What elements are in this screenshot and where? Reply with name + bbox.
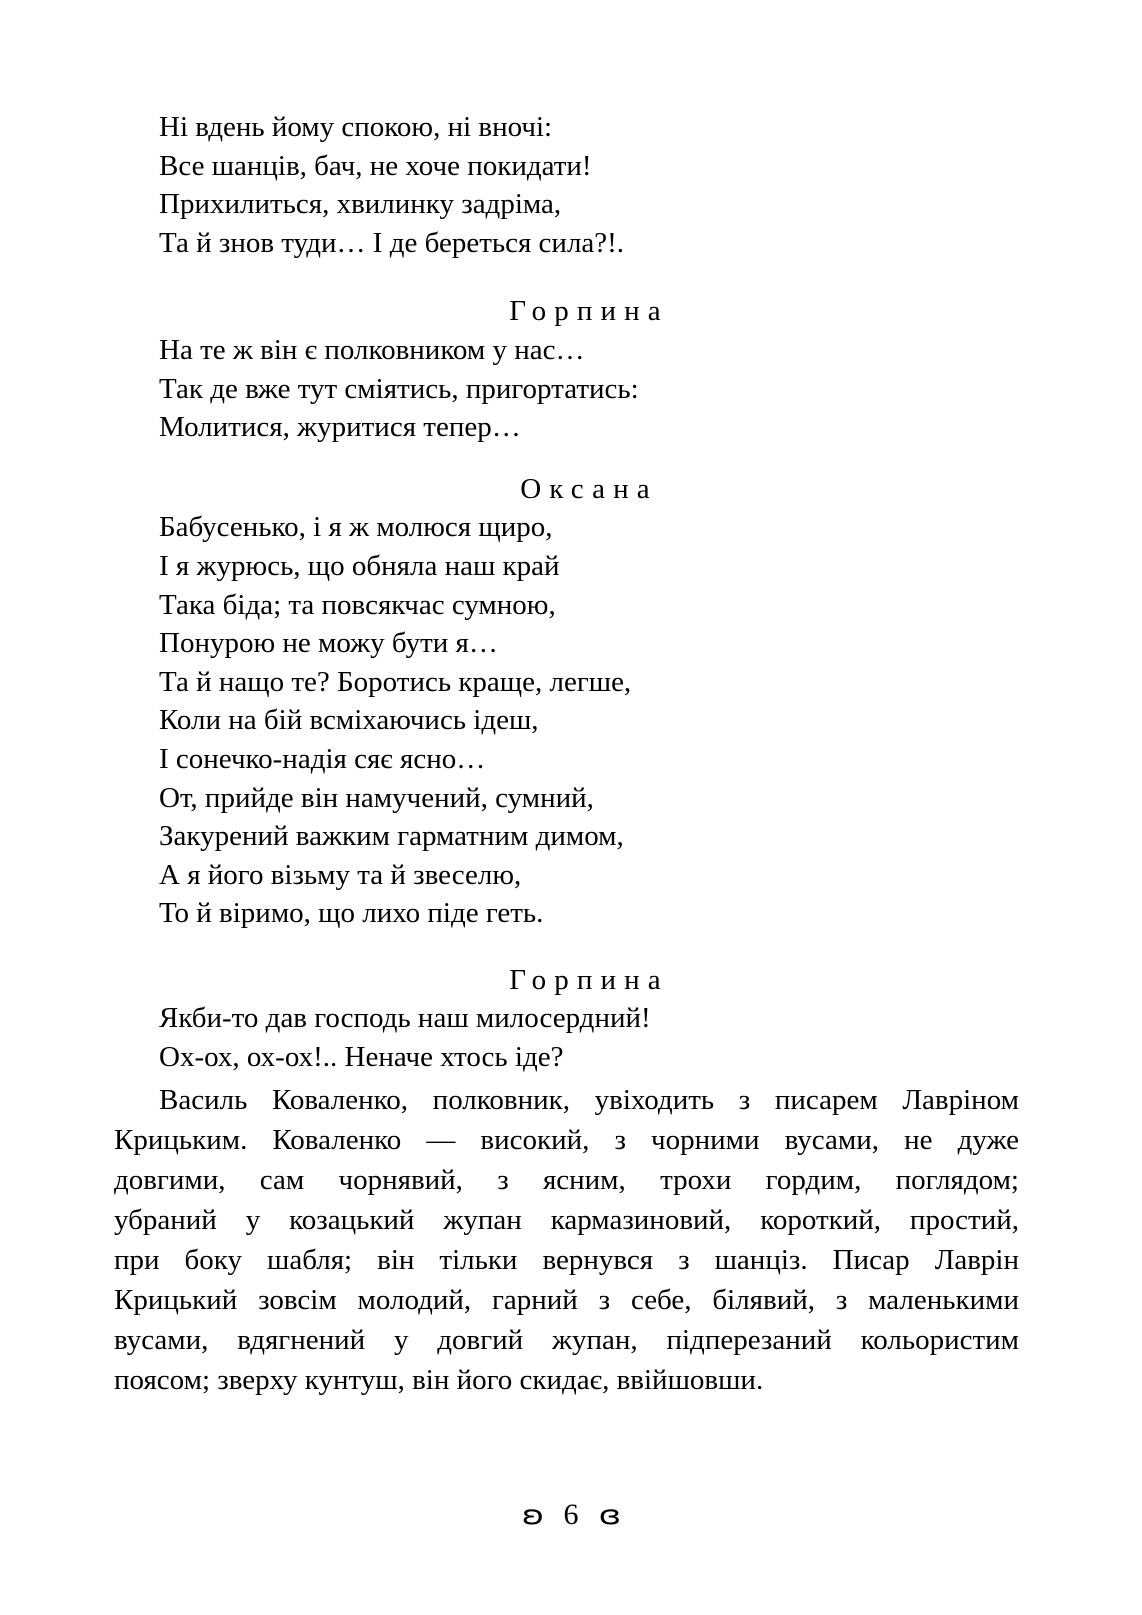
stage-direction-line: вусами, вдягнений у довгий жупан, підперезаний кольористим bbox=[114, 1323, 1019, 1356]
text-block bbox=[114, 108, 1019, 1400]
verse-line: Ох-ох, ох-ох!.. Неначе хтось іде? bbox=[159, 1041, 564, 1074]
verse-block bbox=[114, 108, 1019, 262]
verse-block bbox=[114, 999, 1019, 1076]
speaker-name: Горпина bbox=[509, 295, 669, 328]
verse-line: Все шанців, бач, не хоче покидати! bbox=[159, 149, 592, 182]
stage-direction-line: Василь Коваленко, полковник, увіходить з писарем Лавріном bbox=[159, 1083, 1019, 1116]
stage-direction-line: убраний у козацький жупан кармазиновий, короткий, простий, bbox=[114, 1203, 1019, 1236]
fleuron-right-icon: ɞ bbox=[598, 1500, 621, 1531]
stage-direction-line: довгими, сам чорнявий, з ясним, трохи гордим, поглядом; bbox=[114, 1163, 1019, 1196]
stage-direction-line: Крицьким. Коваленко — високий, з чорними вусами, не дуже bbox=[114, 1123, 1019, 1156]
verse-line: Ні вдень йому спокою, ні вночі: bbox=[159, 111, 553, 143]
verse-line: Коли на бій всміхаючись ідеш, bbox=[159, 704, 539, 737]
speaker-name: Горпина bbox=[509, 963, 669, 996]
verse-line: Та й нащо те? Боротись краще, легше, bbox=[159, 665, 632, 698]
verse-line: Понурою не можу бути я… bbox=[159, 627, 498, 660]
verse-line: Закурений важким гарматним димом, bbox=[159, 820, 624, 853]
fleuron-left-icon: ʚ bbox=[521, 1500, 544, 1531]
verse-block bbox=[114, 331, 1019, 447]
verse-line: Та й знов туди… І де береться сила?!. bbox=[159, 226, 625, 259]
verse-block bbox=[114, 508, 1019, 933]
verse-line: Така біда; та повсякчас сумною, bbox=[159, 588, 556, 621]
stage-direction-line: Крицький зовсім молодий, гарний з себе, білявий, з маленькими bbox=[114, 1283, 1019, 1316]
page-number: 6 bbox=[563, 1498, 579, 1531]
stage-direction-line: при боку шабля; він тільки вернувся з шанціз. Писар Лаврін bbox=[114, 1243, 1019, 1276]
verse-line: Бабусенько, і я ж молюся щиро, bbox=[159, 511, 553, 544]
verse-line: Молитися, журитися тепер… bbox=[159, 411, 521, 444]
stage-direction bbox=[114, 1080, 1019, 1400]
verse-line: От, прийде він намучений, сумний, bbox=[159, 781, 594, 814]
verse-line: Прихилиться, хвилинку задріма, bbox=[159, 188, 562, 221]
verse-line: А я його візьму та й звеселю, bbox=[159, 858, 522, 891]
verse-line: То й віримо, що лихо піде геть. bbox=[159, 897, 544, 930]
verse-line: Якби-то дав господь наш милосердний! bbox=[159, 1002, 651, 1035]
speaker-name: Оксана bbox=[520, 472, 658, 505]
verse-line: І сонечко-надія сяє ясно… bbox=[159, 742, 486, 775]
stage-direction-line: поясом; зверху кунтуш, він його скидає, ввійшовши. bbox=[114, 1363, 764, 1396]
page-footer bbox=[0, 1498, 1142, 1533]
verse-line: І я журюсь, що обняла наш край bbox=[159, 549, 560, 582]
verse-line: Так де вже тут сміятись, пригортатись: bbox=[159, 372, 639, 405]
verse-line: На те ж він є полковником у нас… bbox=[159, 333, 585, 366]
